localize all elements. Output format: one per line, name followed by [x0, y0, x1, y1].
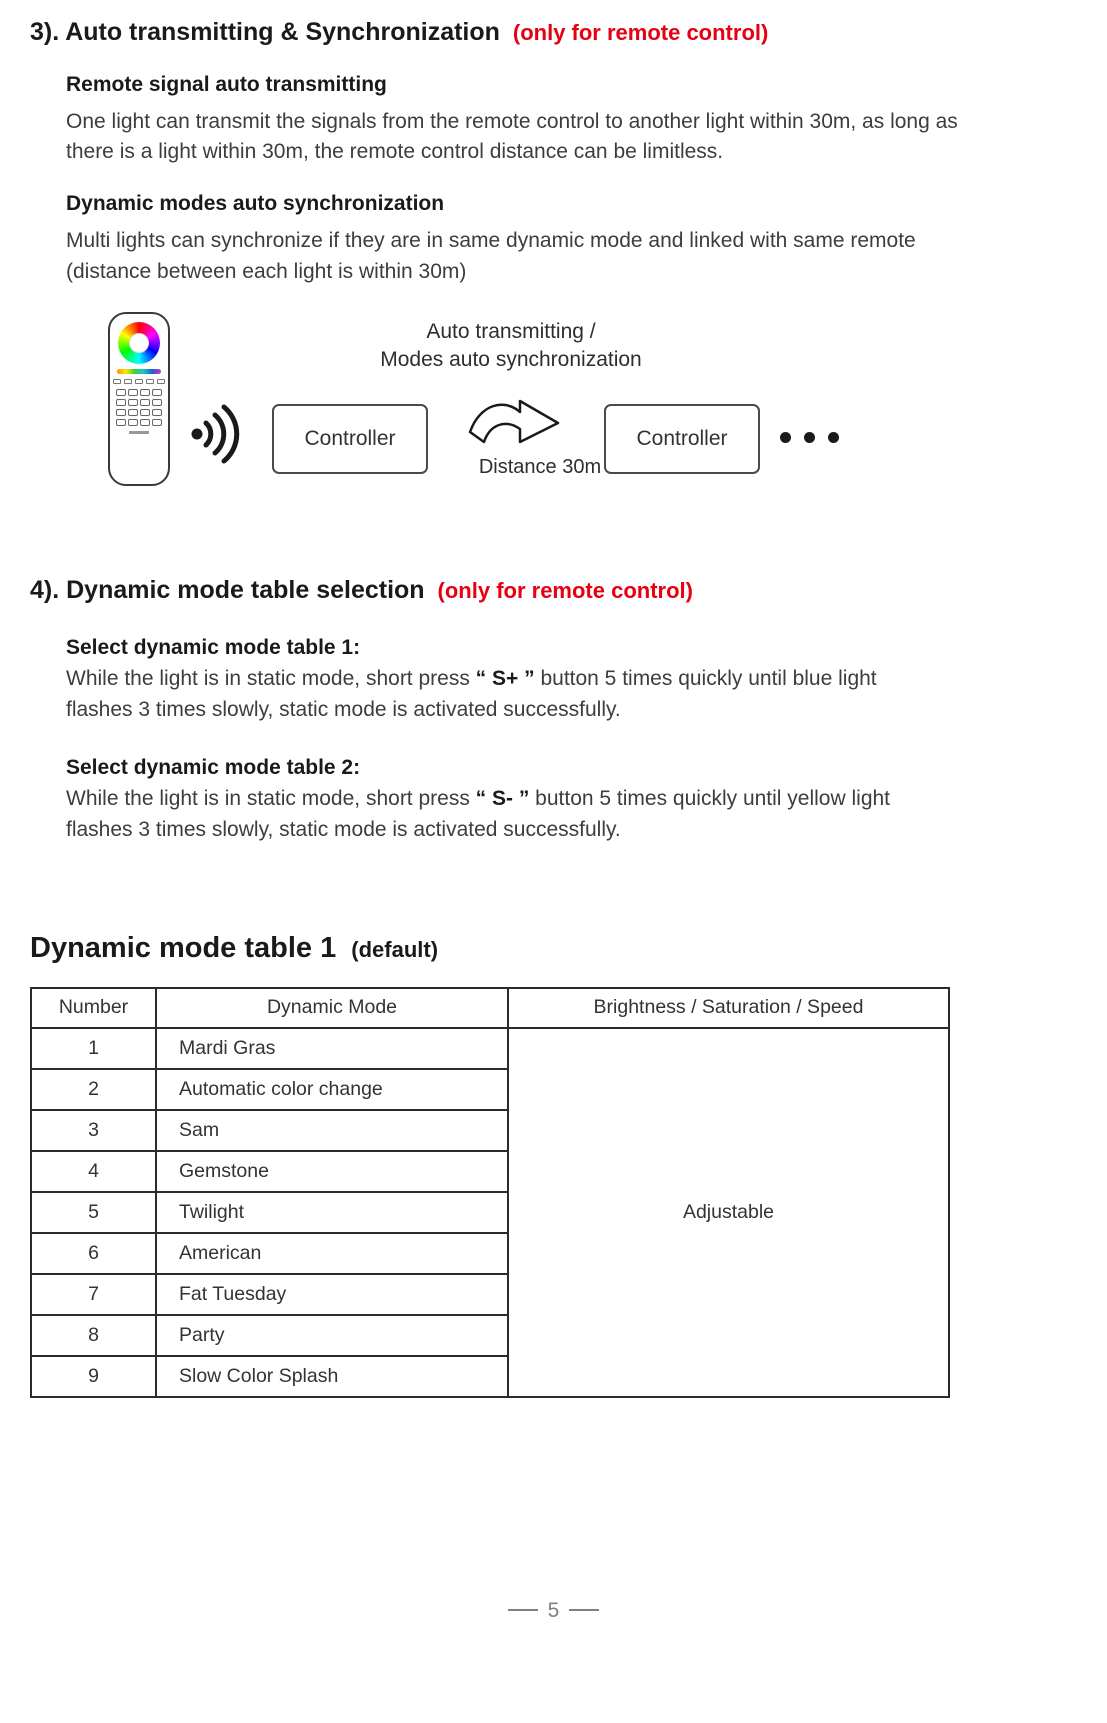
section-4: [30, 574, 1077, 846]
adjustable-cell: Adjustable: [508, 1028, 949, 1397]
signal-waves-icon: [188, 402, 244, 471]
subheading-table-2: Select dynamic mode table 2:: [66, 756, 361, 780]
footer-dash-right: [569, 1609, 599, 1611]
diagram-caption: [351, 318, 671, 375]
color-wheel-center: [129, 333, 149, 353]
row-number: 9: [31, 1356, 156, 1397]
sminus-key-label: “ S- ”: [475, 787, 530, 811]
controller-box-right: Controller: [604, 404, 760, 474]
section-3: [30, 16, 1077, 528]
splus-key-label: “ S+ ”: [475, 667, 535, 691]
row-number: 6: [31, 1233, 156, 1274]
subheading-dynamic-sync: Dynamic modes auto synchronization: [66, 192, 445, 216]
table2-post: button 5 times quickly until yellow light flashes 3 times slowly, static mode is activated successfully.: [66, 787, 891, 842]
table-header-row: [31, 988, 949, 1028]
subheading-remote-signal: Remote signal auto transmitting: [66, 72, 387, 96]
row-number: 2: [31, 1069, 156, 1110]
header-number: Number: [31, 988, 156, 1028]
row-number: 7: [31, 1274, 156, 1315]
table1-post: button 5 times quickly until blue light flashes 3 times slowly, static mode is activated successfully.: [66, 667, 877, 722]
page-number: 5: [547, 1599, 560, 1622]
arrow-icon: [462, 388, 566, 455]
dynamic-mode-table: [30, 987, 950, 1398]
row-number: 4: [31, 1151, 156, 1192]
section-4-note: (only for remote control): [437, 577, 693, 603]
sync-diagram: [66, 310, 1077, 528]
table-row: [31, 1028, 949, 1069]
row-mode: Automatic color change: [156, 1069, 508, 1110]
page-footer: [0, 1599, 1107, 1623]
color-wheel-icon: [118, 322, 160, 364]
diagram-caption-line2: Modes auto synchronization: [380, 348, 642, 372]
row-number: 1: [31, 1028, 156, 1069]
paragraph-remote-signal: One light can transmit the signals from the remote control to another light within 30m, as long as there is a light within 30m, the remote control distance can be limitless.: [66, 109, 958, 164]
section-4-content: [66, 636, 1077, 845]
mode-table-heading: [30, 932, 1077, 965]
paragraph-table-1: [66, 664, 946, 726]
controller-box-left: Controller: [272, 404, 428, 474]
mode-table-title: Dynamic mode table 1: [30, 931, 337, 964]
paragraph-dynamic-sync: Multi lights can synchronize if they are in same dynamic mode and linked with same remote (distance between each light is within 30m): [66, 229, 916, 284]
subheading-table-1: Select dynamic mode table 1:: [66, 636, 361, 660]
paragraph-table-2: [66, 784, 946, 846]
diagram-caption-line1: Auto transmitting /: [426, 319, 596, 343]
header-dynamic-mode: Dynamic Mode: [156, 988, 508, 1028]
row-mode: Slow Color Splash: [156, 1356, 508, 1397]
row-mode: Fat Tuesday: [156, 1274, 508, 1315]
remote-brand-mark: [129, 431, 149, 434]
header-brightness: Brightness / Saturation / Speed: [508, 988, 949, 1028]
row-mode: Mardi Gras: [156, 1028, 508, 1069]
remote-buttons-icon: [110, 389, 168, 426]
brightness-slider-icon: [117, 369, 161, 374]
row-number: 5: [31, 1192, 156, 1233]
section-3-title: 3). Auto transmitting & Synchronization: [30, 18, 500, 46]
section-4-title: 4). Dynamic mode table selection: [30, 575, 425, 604]
row-mode: Party: [156, 1315, 508, 1356]
table1-pre: While the light is in static mode, short press: [66, 667, 476, 691]
remote-control-illustration: [108, 312, 170, 486]
row-number: 8: [31, 1315, 156, 1356]
section-4-heading: [30, 574, 1077, 607]
section-3-heading: [30, 16, 1077, 49]
row-number: 3: [31, 1110, 156, 1151]
distance-label: Distance 30m: [478, 455, 602, 478]
row-mode: Twilight: [156, 1192, 508, 1233]
row-mode: Gemstone: [156, 1151, 508, 1192]
mode-table-title-suffix: (default): [351, 936, 439, 962]
footer-dash-left: [508, 1609, 538, 1611]
section-3-note: (only for remote control): [512, 20, 769, 45]
zone-buttons-icon: [110, 379, 168, 384]
section-3-content: [66, 73, 1077, 528]
row-mode: Sam: [156, 1110, 508, 1151]
row-mode: American: [156, 1233, 508, 1274]
table2-pre: While the light is in static mode, short press: [66, 787, 476, 811]
ellipsis-dots-icon: [780, 432, 839, 443]
